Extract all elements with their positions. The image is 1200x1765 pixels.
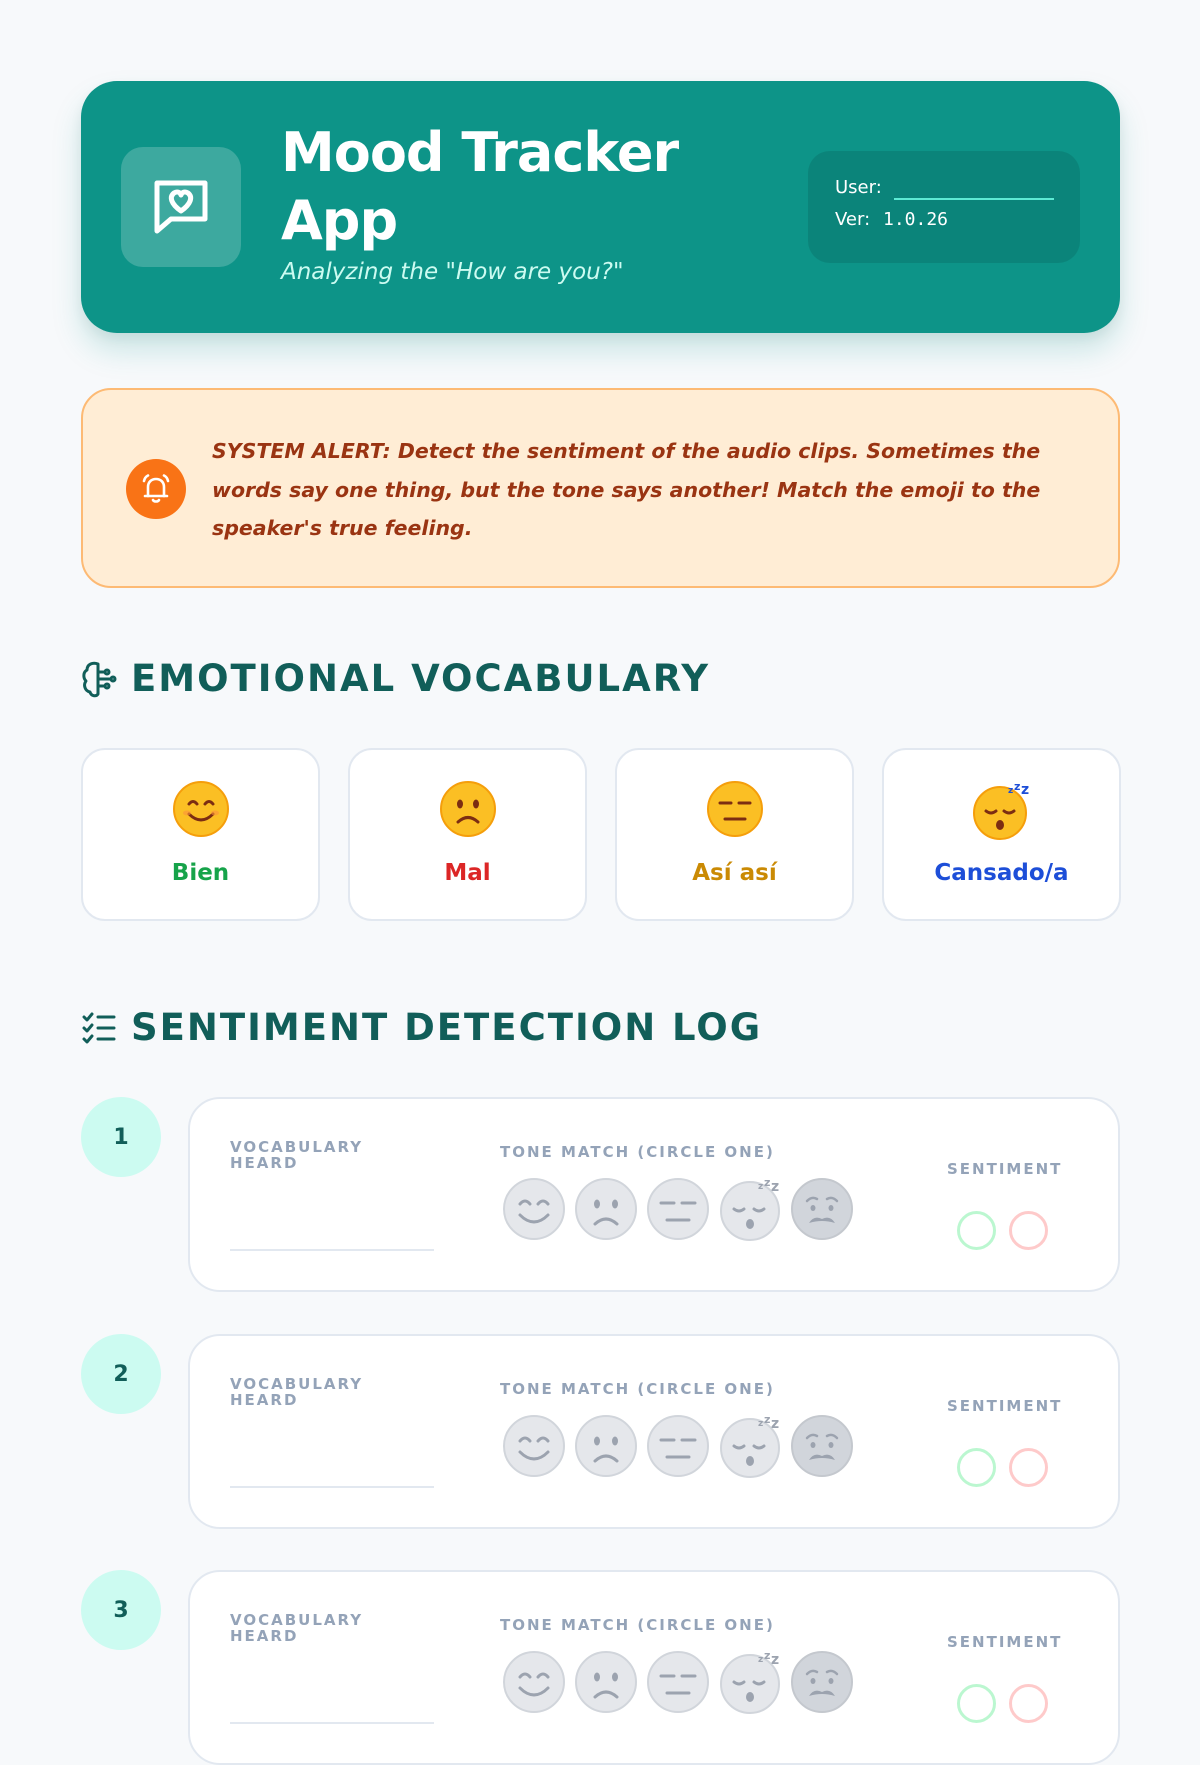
sick-face-icon[interactable]	[790, 1177, 854, 1241]
log-title: SENTIMENT DETECTION LOG	[131, 1006, 763, 1049]
vocabulary-heard-field[interactable]	[230, 1486, 434, 1488]
alert-icon-badge	[126, 459, 186, 519]
vocabulary-heard-field[interactable]	[230, 1249, 434, 1251]
frowning-face-icon	[439, 780, 497, 838]
svg-text:z: z	[771, 1179, 780, 1195]
tone-match-label: TONE MATCH (CIRCLE ONE)	[500, 1616, 775, 1634]
sleeping-face-icon	[972, 780, 1032, 842]
neutral-face-icon	[706, 780, 764, 838]
row-number: 3	[81, 1570, 161, 1650]
positive-sentiment-option[interactable]	[957, 1211, 996, 1250]
svg-text:z: z	[1020, 782, 1029, 798]
version-label: Ver:	[835, 209, 871, 230]
user-field[interactable]	[894, 198, 1054, 200]
frowning-face-icon[interactable]	[574, 1414, 638, 1478]
tone-options	[502, 1177, 854, 1241]
tone-match-label: TONE MATCH (CIRCLE ONE)	[500, 1143, 775, 1161]
vocabulary-heard-label: VOCABULARY HEARD	[230, 1611, 364, 1645]
tone-options	[502, 1650, 854, 1714]
positive-sentiment-option[interactable]	[957, 1448, 996, 1487]
smiling-face-icon	[172, 780, 230, 838]
alert-text: SYSTEM ALERT: Detect the sentiment of the audio clips. Sometimes the words say one thing, but the tone says another! Match the emoji to the speaker's true feeling.	[212, 439, 1041, 540]
heart-message-icon	[149, 175, 213, 239]
vocab-word: Bien	[171, 860, 230, 886]
neutral-face-icon[interactable]	[646, 1177, 710, 1241]
session-meta	[808, 151, 1080, 263]
sleeping-face-icon[interactable]	[718, 1414, 782, 1478]
checklist-icon	[81, 1011, 117, 1045]
user-label: User:	[835, 177, 882, 198]
bell-ringing-icon	[139, 472, 173, 506]
svg-text:z: z	[758, 1655, 764, 1665]
app-title: Mood Tracker App	[281, 121, 679, 252]
vocabulary-heard-field[interactable]	[230, 1722, 434, 1724]
tone-match-label: TONE MATCH (CIRCLE ONE)	[500, 1380, 775, 1398]
svg-text:z: z	[764, 1176, 771, 1189]
vocabulary-heard-label: VOCABULARY HEARD	[230, 1138, 364, 1172]
vocabulary-heard-label: VOCABULARY HEARD	[230, 1375, 364, 1409]
sentiment-label: SENTIMENT	[947, 1633, 1063, 1651]
vocab-card-cansado	[882, 748, 1121, 921]
brain-icon	[81, 660, 117, 698]
smiling-face-icon[interactable]	[502, 1414, 566, 1478]
sick-face-icon[interactable]	[790, 1650, 854, 1714]
log-row-card	[188, 1570, 1120, 1765]
log-row-card	[188, 1097, 1120, 1292]
vocab-card-mal	[348, 748, 587, 921]
app-header	[81, 81, 1120, 333]
vocab-word: Así así	[692, 860, 777, 886]
sentiment-label: SENTIMENT	[947, 1160, 1063, 1178]
tone-options	[502, 1414, 854, 1478]
smiling-face-icon[interactable]	[502, 1177, 566, 1241]
sick-face-icon[interactable]	[790, 1414, 854, 1478]
positive-sentiment-option[interactable]	[957, 1684, 996, 1723]
log-row-card	[188, 1334, 1120, 1529]
sleeping-face-icon[interactable]	[718, 1650, 782, 1714]
frowning-face-icon[interactable]	[574, 1177, 638, 1241]
vocabulary-heading	[81, 657, 710, 700]
svg-text:z: z	[764, 1649, 771, 1662]
version-value: 1.0.26	[883, 209, 949, 230]
frowning-face-icon[interactable]	[574, 1650, 638, 1714]
vocab-card-asi-asi	[615, 748, 854, 921]
neutral-face-icon[interactable]	[646, 1650, 710, 1714]
log-heading	[81, 1006, 762, 1049]
svg-text:z: z	[764, 1413, 771, 1426]
negative-sentiment-option[interactable]	[1009, 1211, 1048, 1250]
svg-text:z: z	[771, 1416, 780, 1432]
row-number: 1	[81, 1097, 161, 1177]
vocabulary-title: EMOTIONAL VOCABULARY	[131, 657, 711, 700]
row-number: 2	[81, 1334, 161, 1414]
svg-text:z: z	[1007, 786, 1013, 796]
svg-text:z: z	[758, 1182, 764, 1192]
vocab-word: Mal	[444, 860, 491, 886]
app-subtitle: Analyzing the "How are you?"	[281, 259, 624, 285]
sleeping-face-icon[interactable]	[718, 1177, 782, 1241]
svg-text:z: z	[758, 1419, 764, 1429]
negative-sentiment-option[interactable]	[1009, 1684, 1048, 1723]
sentiment-label: SENTIMENT	[947, 1397, 1063, 1415]
neutral-face-icon[interactable]	[646, 1414, 710, 1478]
system-alert	[81, 388, 1120, 588]
smiling-face-icon[interactable]	[502, 1650, 566, 1714]
negative-sentiment-option[interactable]	[1009, 1448, 1048, 1487]
svg-text:z: z	[1013, 780, 1020, 793]
vocab-card-bien	[81, 748, 320, 921]
logo-tile	[121, 147, 241, 267]
vocab-word: Cansado/a	[934, 860, 1069, 886]
svg-text:z: z	[771, 1652, 780, 1668]
